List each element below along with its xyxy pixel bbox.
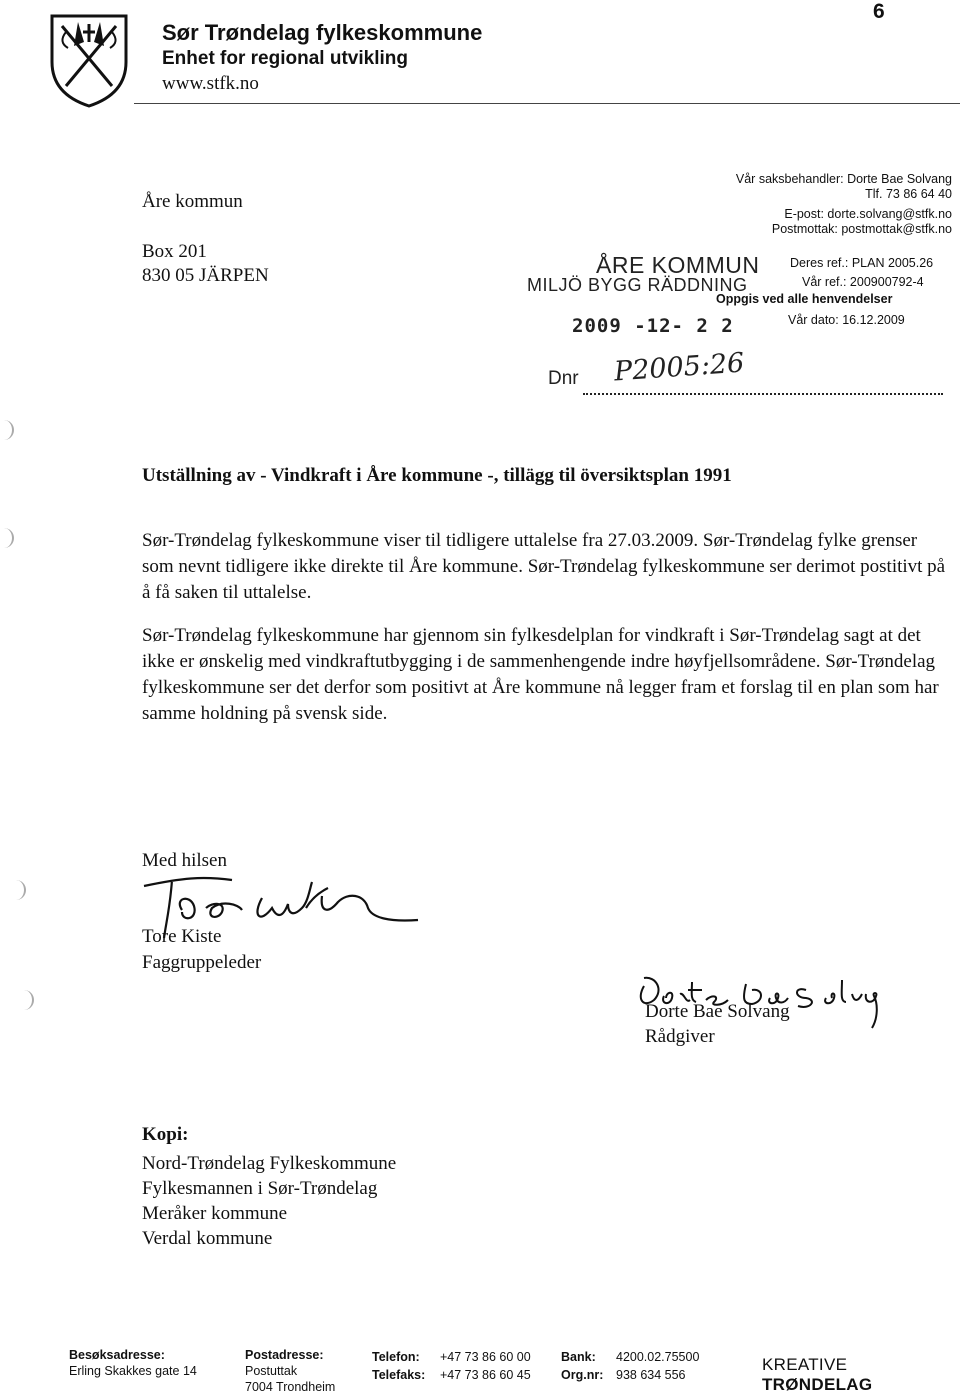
footer-phone-value: +47 73 86 60 00 xyxy=(440,1350,531,1364)
footer-post-label: Postadresse: xyxy=(245,1348,324,1362)
stamp-date: 2009 -12- 2 2 xyxy=(572,315,734,337)
recipient-box: Box 201 xyxy=(142,241,207,262)
reference-note: Oppgis ved alle henvendelser xyxy=(716,292,893,306)
coat-of-arms-logo xyxy=(48,12,130,108)
postmottak-email: Postmottak: postmottak@stfk.no xyxy=(771,222,952,236)
footer-brand-light: KREATIVE xyxy=(762,1355,848,1374)
footer-bank-value: 4200.02.75500 xyxy=(616,1350,700,1364)
copy-list xyxy=(142,1151,396,1251)
punch-hole-mark xyxy=(20,990,34,1010)
copy-recipient: Fylkesmannen i Sør-Trøndelag xyxy=(142,1178,378,1199)
footer-fax-value: +47 73 86 60 45 xyxy=(440,1368,531,1382)
punch-hole-mark xyxy=(12,880,26,900)
body-paragraph: Sør-Trøndelag fylkeskommune viser til tidligere uttalelse fra 27.03.2009. Sør-Trøndelag fylke grenser som nevnt tidligere ikke direkte til Åre kommune. Sør-Trøndelag fylkeskommune ser derimot postitivt på å få saken til uttalelse. xyxy=(142,530,946,603)
copy-recipient: Nord-Trøndelag Fylkeskommune xyxy=(142,1153,397,1174)
footer-org-value: 938 634 556 xyxy=(616,1368,686,1382)
stamp-department: MILJÖ BYGG RÄDDNING xyxy=(527,275,748,295)
punch-hole-mark xyxy=(0,528,14,548)
reference-deres: Deres ref.: PLAN 2005.26 xyxy=(790,256,934,270)
footer-contact xyxy=(370,1347,533,1385)
stamp-dnr-handwritten: P2005:26 xyxy=(613,347,746,388)
recipient-name: Åre kommun xyxy=(142,191,243,212)
signer-2-name: Dorte Bae Solvang xyxy=(645,1001,790,1022)
org-name: Sør Trøndelag fylkeskommune xyxy=(162,20,483,45)
stamp-dnr-label: Dnr xyxy=(548,368,579,389)
footer-post-address xyxy=(245,1347,335,1392)
handler-phone: Tlf. 73 86 64 40 xyxy=(865,187,952,201)
header-divider xyxy=(134,103,960,104)
footer-fax-label: Telefaks: xyxy=(372,1368,426,1382)
body-paragraph: Sør-Trøndelag fylkeskommune har gjennom sin fylkesdelplan for vindkraft i Sør-Trøndelag sagt at det ikke er ønskelig med vindkraftutbygging i de sammenhengende indre høyfjellsområdene. Sør-Trøndelag fylkeskommune ser det derfor som positivt at Åre kommune nå legger fram et forslag til en plan som har samme holdning på svensk side. xyxy=(142,625,939,724)
footer-visit-value: Erling Skakkes gate 14 xyxy=(69,1364,197,1378)
recipient-city: 830 05 JÄRPEN xyxy=(142,265,269,286)
punch-hole-mark xyxy=(0,420,14,440)
reference-var: Vår ref.: 200900792-4 xyxy=(802,275,924,289)
letter-date: Vår dato: 16.12.2009 xyxy=(788,313,905,327)
footer-brand xyxy=(762,1355,960,1392)
letter-subject: Utställning av - Vindkraft i Åre kommune -, tillägg til översiktsplan 1991 xyxy=(142,465,732,486)
org-website: www.stfk.no xyxy=(162,73,259,94)
org-unit: Enhet for regional utvikling xyxy=(162,48,408,69)
stamp-municipality: ÅRE KOMMUN xyxy=(596,252,760,278)
page-number: 6 xyxy=(873,0,885,23)
signer-1-title: Faggruppeleder xyxy=(142,952,262,973)
footer-bank-label: Bank: xyxy=(561,1350,596,1364)
closing-greeting: Med hilsen xyxy=(142,850,227,871)
footer-org-label: Org.nr: xyxy=(561,1368,604,1382)
handler-email: E-post: dorte.solvang@stfk.no xyxy=(784,207,952,221)
footer-phone-label: Telefon: xyxy=(372,1350,420,1364)
signer-1-name: Tore Kiste xyxy=(142,926,222,947)
signer-2-title: Rådgiver xyxy=(645,1026,715,1047)
case-handler: Vår saksbehandler: Dorte Bae Solvang xyxy=(735,172,952,186)
footer-post-line2: 7004 Trondheim xyxy=(245,1380,336,1392)
footer-visit-address xyxy=(69,1347,197,1379)
copy-heading: Kopi: xyxy=(142,1124,189,1145)
copy-recipient: Meråker kommune xyxy=(142,1203,288,1224)
footer-bank xyxy=(559,1347,701,1385)
footer-brand-bold: TRØNDELAG xyxy=(762,1375,873,1392)
stamp-dnr-line xyxy=(583,393,943,395)
footer-post-line1: Postuttak xyxy=(245,1364,298,1378)
copy-recipient: Verdal kommune xyxy=(142,1228,273,1249)
footer-visit-label: Besøksadresse: xyxy=(69,1348,165,1362)
